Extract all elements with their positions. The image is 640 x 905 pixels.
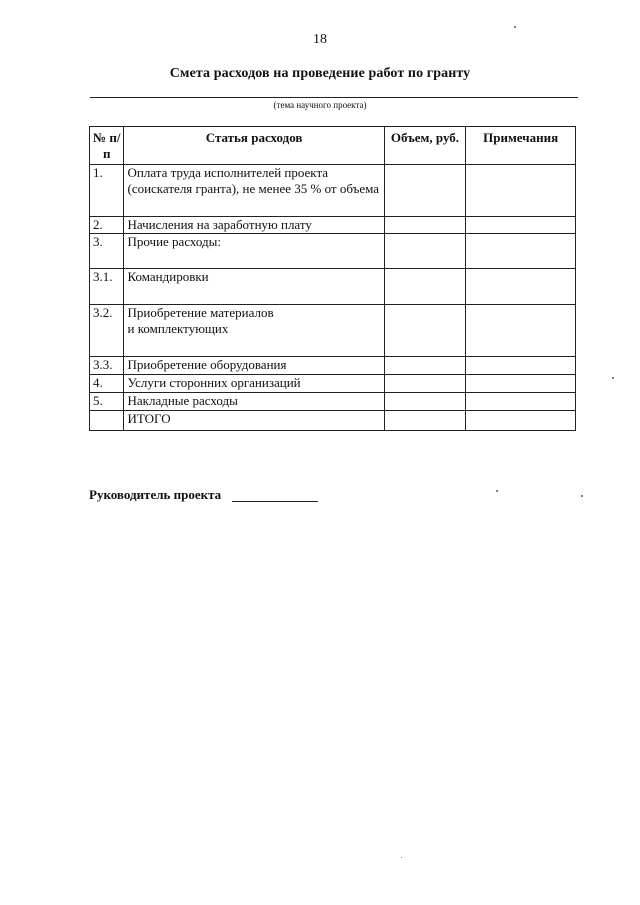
- row-item: Накладные расходы: [124, 393, 384, 411]
- row-num: 3.: [90, 234, 124, 269]
- row-num: 3.3.: [90, 357, 124, 375]
- table-row: [90, 217, 576, 234]
- row-item: Прочие расходы:: [124, 234, 384, 269]
- table-row-total: [90, 411, 576, 431]
- topic-fill-line: [90, 97, 578, 98]
- table-row: [90, 234, 576, 269]
- row-notes[interactable]: [466, 375, 576, 393]
- scan-speck: [612, 377, 614, 379]
- row-notes[interactable]: [466, 217, 576, 234]
- scan-speck: [514, 26, 516, 28]
- header-num: № п/п: [90, 127, 124, 165]
- row-item: Услуги сторонних организаций: [124, 375, 384, 393]
- row-num: 5.: [90, 393, 124, 411]
- table-row: [90, 393, 576, 411]
- header-notes: Примечания: [466, 127, 576, 165]
- table-row: [90, 269, 576, 305]
- row-notes[interactable]: [466, 357, 576, 375]
- budget-table: [89, 126, 576, 431]
- row-notes[interactable]: [466, 393, 576, 411]
- row-amount[interactable]: [384, 269, 466, 305]
- row-notes[interactable]: [466, 305, 576, 357]
- row-notes[interactable]: [466, 411, 576, 431]
- header-amount: Объем, руб.: [384, 127, 466, 165]
- row-amount[interactable]: [384, 375, 466, 393]
- row-item: Командировки: [124, 269, 384, 305]
- row-item: ИТОГО: [124, 411, 384, 431]
- table-row: [90, 357, 576, 375]
- scan-speck: [496, 490, 498, 492]
- scan-speck: [581, 495, 583, 497]
- row-notes[interactable]: [466, 165, 576, 217]
- row-num: 3.2.: [90, 305, 124, 357]
- header-item: Статья расходов: [124, 127, 384, 165]
- row-num: 1.: [90, 165, 124, 217]
- row-item: Приобретение материалов и комплектующих: [124, 305, 384, 357]
- row-num: [90, 411, 124, 431]
- row-item: Начисления на заработную плату: [124, 217, 384, 234]
- row-num: 4.: [90, 375, 124, 393]
- row-num: 3.1.: [90, 269, 124, 305]
- row-amount[interactable]: [384, 393, 466, 411]
- signature-line[interactable]: [232, 501, 318, 502]
- row-notes[interactable]: [466, 234, 576, 269]
- table-header-row: [90, 127, 576, 165]
- page-number: 18: [313, 32, 327, 47]
- row-num: 2.: [90, 217, 124, 234]
- row-item: Оплата труда исполнителей проекта (соискателя гранта), не менее 35 % от объема: [124, 165, 384, 217]
- table-row: [90, 305, 576, 357]
- row-amount[interactable]: [384, 234, 466, 269]
- table-row: [90, 375, 576, 393]
- row-notes[interactable]: [466, 269, 576, 305]
- row-item: Приобретение оборудования: [124, 357, 384, 375]
- topic-caption: (тема научного проекта): [273, 100, 367, 110]
- row-amount[interactable]: [384, 165, 466, 217]
- table-row: [90, 165, 576, 217]
- scan-speck: [401, 857, 402, 858]
- document-title: Смета расходов на проведение работ по гранту: [169, 66, 471, 81]
- signature-label: Руководитель проекта: [89, 487, 222, 502]
- row-amount[interactable]: [384, 411, 466, 431]
- row-amount[interactable]: [384, 357, 466, 375]
- row-amount[interactable]: [384, 305, 466, 357]
- row-amount[interactable]: [384, 217, 466, 234]
